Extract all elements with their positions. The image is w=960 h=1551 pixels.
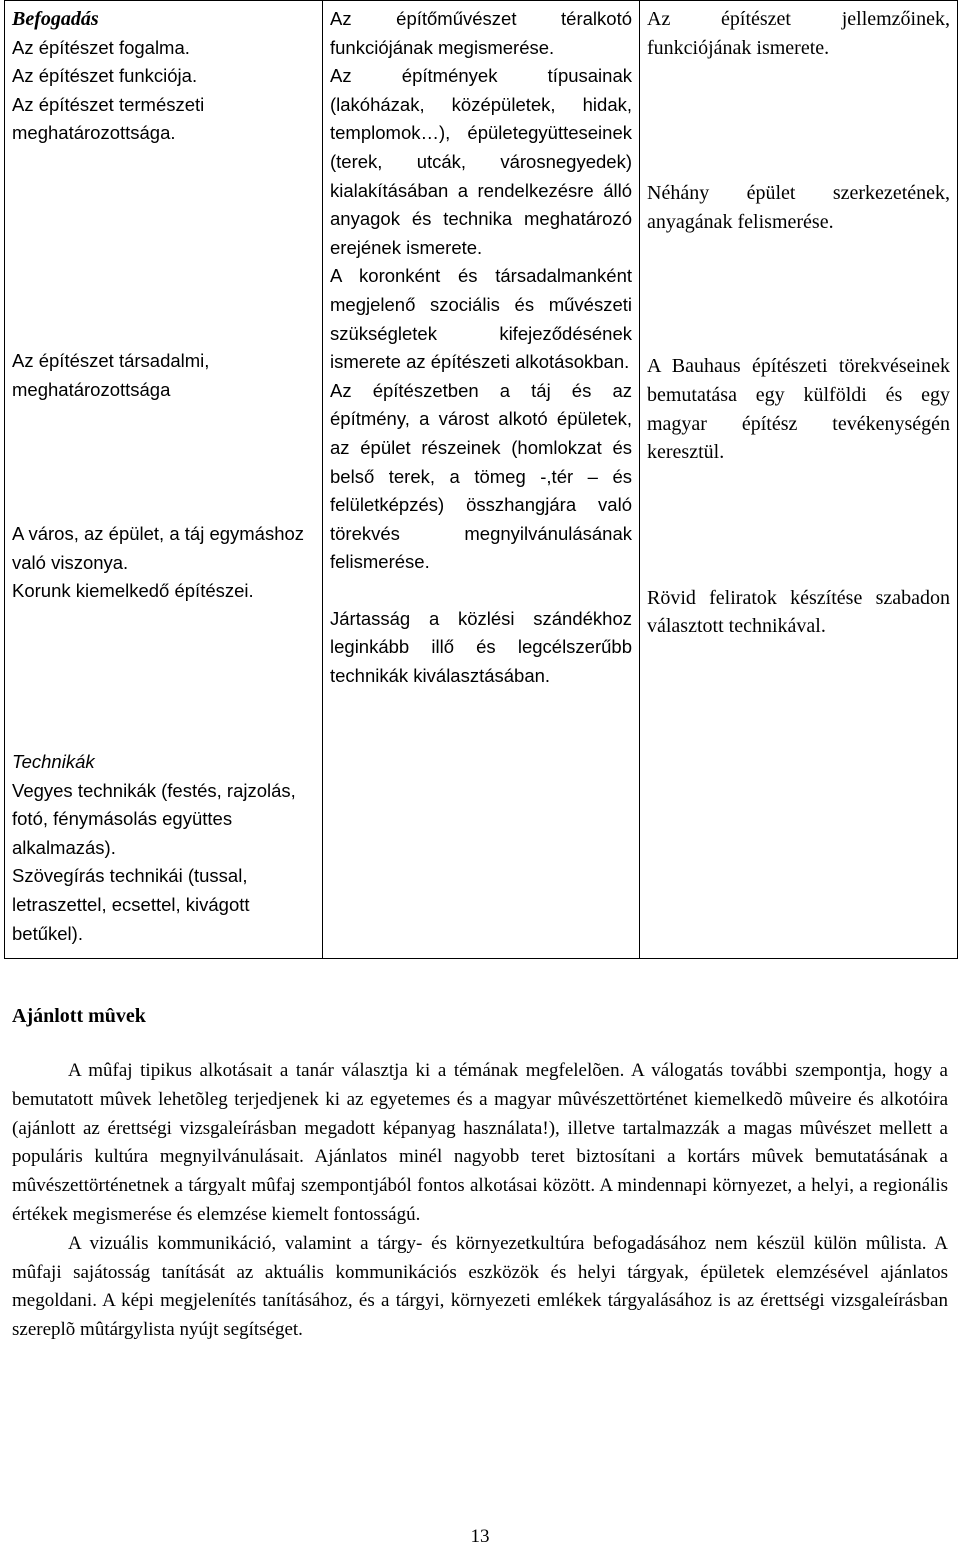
section-title: Ajánlott mûvek — [12, 1005, 146, 1027]
goals-column — [323, 1, 640, 959]
techniques-heading: Technikák — [12, 750, 95, 772]
requirement-paragraph: Az építészet jellemzőinek, funkciójának ismerete. — [647, 8, 950, 59]
topic-item: A város, az épület, a táj egymáshoz való viszonya. — [12, 523, 305, 573]
topic-item: Szövegírás technikái (tussal, letraszettel, ecsettel, kivágott betűkel). — [12, 865, 250, 944]
topic-item: Az építészet természeti meghatározottsága. — [12, 93, 205, 144]
requirements-column — [640, 1, 958, 959]
column-heading: Befogadás — [12, 8, 99, 30]
topic-item: Az építészet funkciója. — [12, 65, 198, 87]
topic-item: Korunk kiemelkedő építészei. — [12, 580, 254, 602]
curriculum-table — [4, 0, 958, 959]
body-paragraph: A mûfaj tipikus alkotásait a tanár választja ki a témának megfelelõen. A válogatás további szempontja, hogy a bemutatott mûvek lehetõleg terjedjenek ki az egyetemes és a magyar mûvészettörténet kiemelkedõ mûveire és alkotóira (ajánlott az érettségi vizsgaleírásban megadott képanyag használata!), illetve tartalmazzák a magas mûvészet mellett a populáris kultúra megnyilvánulásait. Ajánlatos minél nagyobb teret biztosítani a kortárs mûvek bemutatásának a mûvészettörténetnek a tárgyalt mûfaj szempontjából fontos alkotásai között. A mindennapi környezet, a helyi, a regionális értékek megismerése és elemzése kiemelt fontosságú. — [12, 1060, 948, 1225]
table-row — [5, 1, 958, 959]
topic-item: Az építészet fogalma. — [12, 36, 190, 58]
topics-column — [5, 1, 323, 959]
requirement-paragraph: Néhány épület szerkezetének, anyagának felismerése. — [647, 182, 950, 233]
topic-item: Vegyes technikák (festés, rajzolás, fotó, fénymásolás együttes alkalmazás). — [12, 779, 296, 858]
goal-paragraph: Az építészetben a táj és az építmény, a várost alkotó épületek, az épület részeinek (homlokzat és belső terek, a tömeg -,tér – és felületképzés) összhangjára való törekvés megnyilvánulásának felismerése. — [330, 379, 632, 573]
goal-paragraph: Az építmények típusainak (lakóházak, középületek, hidak, templomok…), épületegyütteseinek (terek, utcák, városnegyedek) kialakításában a rendelkezésre álló anyagok és technika meghatározó erejének ismerete. — [330, 65, 632, 258]
page-number: 13 — [470, 1526, 490, 1547]
goal-paragraph: A koronként és társadalmanként megjelenő szociális és művészeti szükségletek kifejeződésének ismerete az építészeti alkotásokban. — [330, 265, 632, 373]
body-paragraph: A vizuális kommunikáció, valamint a tárgy- és környezetkultúra befogadásához nem készül külön mûlista. A mûfaji sajátosság tanítását az aktuális kommunikációs eszközök és helyi tárgyak, épületek elemzésével ajánlatos megoldani. A képi megjelenítés tanításához, és a tárgyi, környezeti emlékek tárgyalásához is az érettségi vizsgaleírásban szereplõ mûtárgylista nyújt segítséget. — [12, 1232, 948, 1341]
topic-item: Az építészet társadalmi, meghatározottsága — [12, 349, 210, 400]
recommended-works-section — [12, 1000, 948, 1345]
requirement-paragraph: Rövid feliratok készítése szabadon választott technikával. — [647, 586, 950, 638]
requirement-paragraph: A Bauhaus építészeti törekvéseinek bemutatása egy külföldi és egy magyar építész tevékenységén keresztül. — [647, 355, 950, 464]
goal-paragraph: Az építőművészet téralkotó funkciójának megismerése. — [330, 8, 632, 58]
goal-paragraph: Jártasság a közlési szándékhoz leginkább illő és legcélszerűbb technikák kiválasztásában. — [330, 607, 632, 687]
